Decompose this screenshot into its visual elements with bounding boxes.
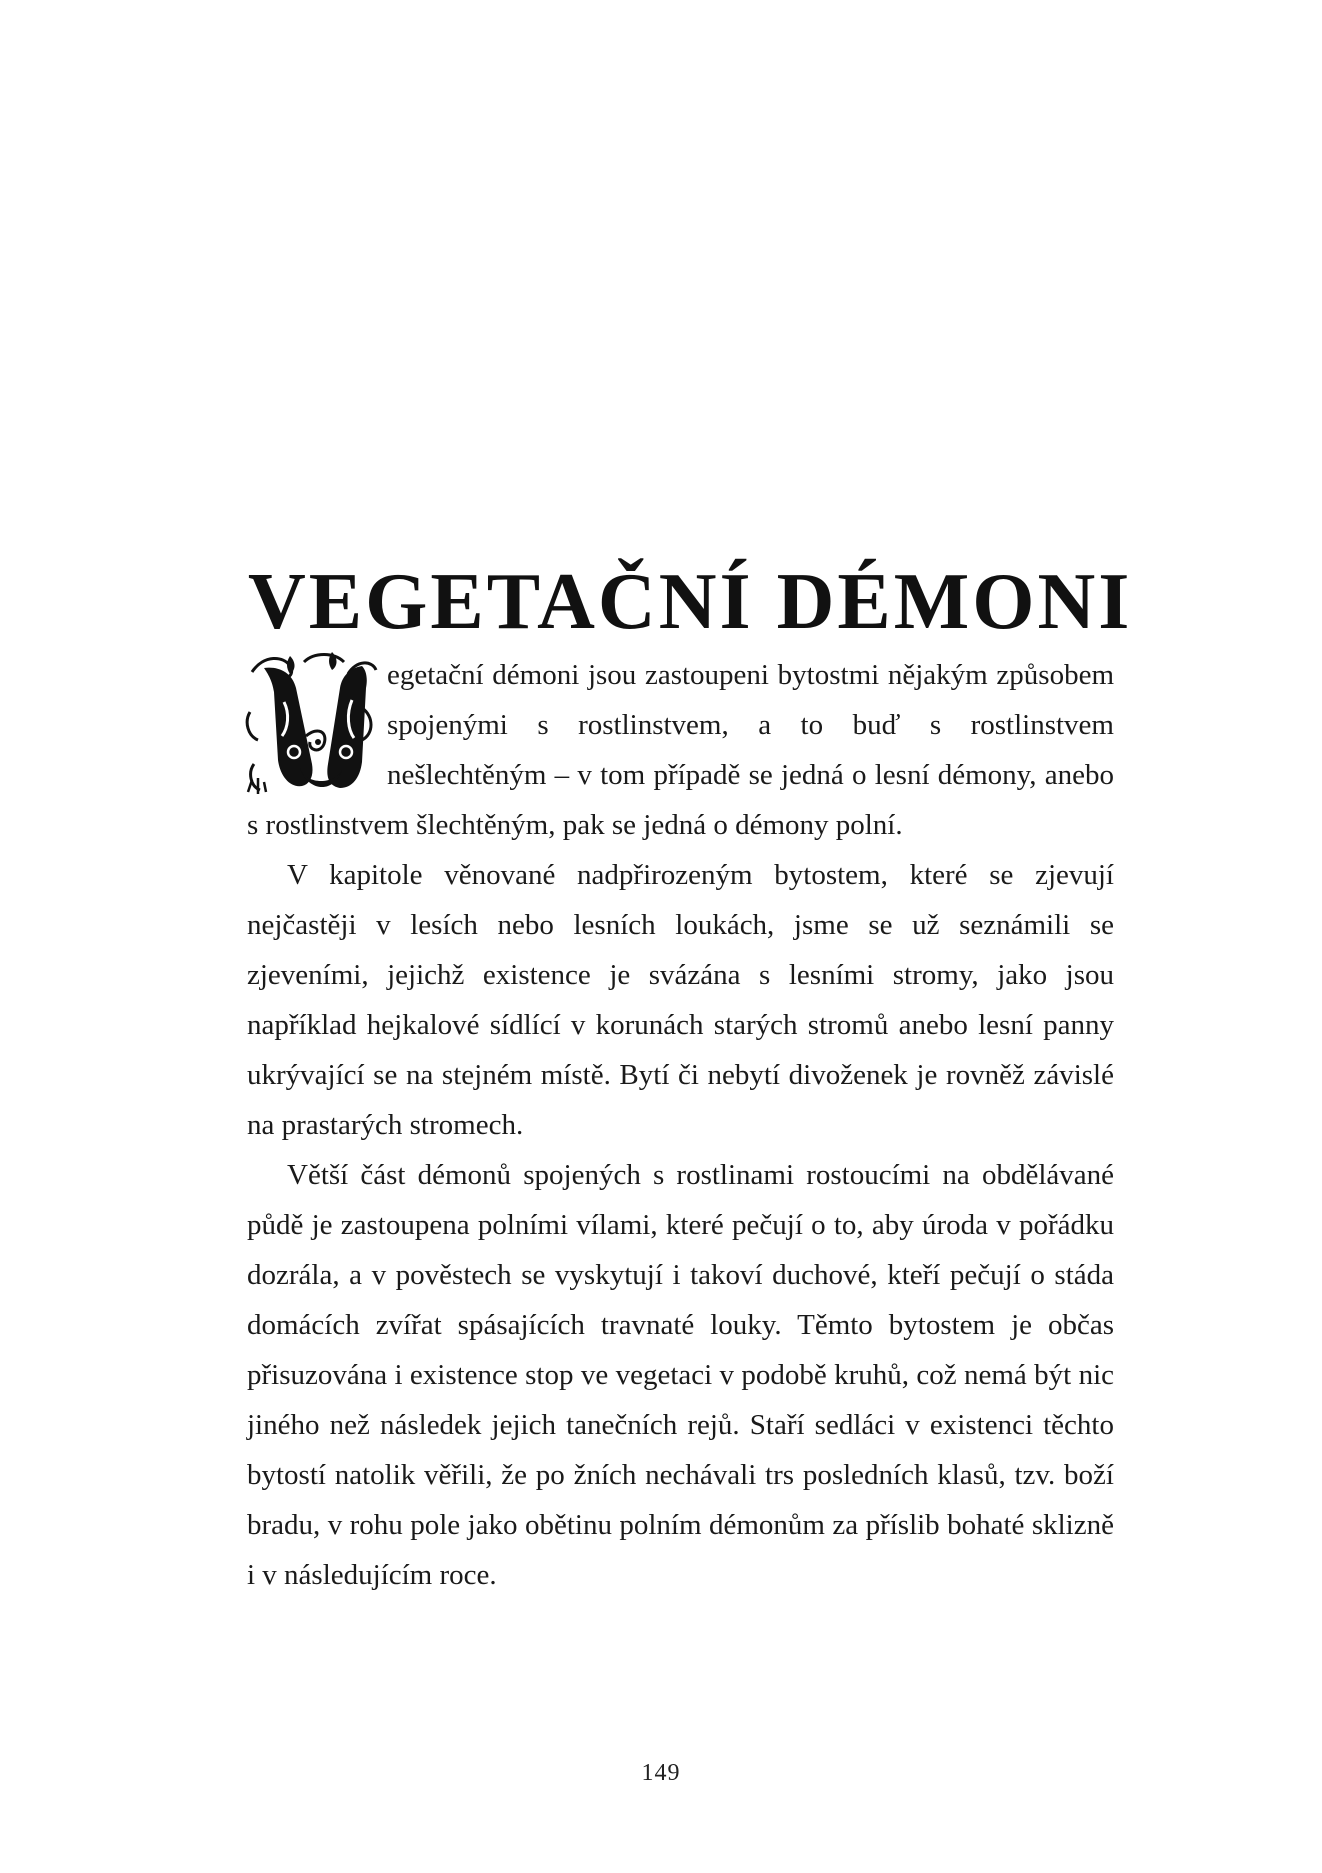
paragraph-1: egetační démoni jsou zastoupeni bytostmi nějakým způsobem spojenými s rostlinstvem, a to buď s rostlinstvem nešlechtěným – v tom případě se jedná o lesní démony, anebo s rostlinstvem šlechtěným, pak se jedná o démony polní.	[247, 659, 1114, 841]
drop-cap-ornament	[244, 652, 379, 797]
ornamental-letter-v-icon	[244, 652, 379, 797]
paragraph-3: Větší část démonů spojených s rostlinami rostoucími na obdělávané půdě je zastoupena polními vílami, které pečují o to, aby úroda v pořádku dozrála, a v pověstech se vyskytují i takoví duchové, kteří pečují o stáda domácích zvířat spásajících travnaté louky. Těmto bytostem je občas přisuzována i existence stop ve vegetaci v podobě kruhů, což nemá být nic jiného než následek jejich tanečních rejů. Staří sedláci v existenci těchto bytostí natolik věřili, že po žních nechávali trs posledních klasů, tzv. boží bradu, v rohu pole jako obětinu polním démonům za příslib bohaté sklizně i v následujícím roce.	[247, 1159, 1114, 1591]
page-number: 149	[641, 1760, 681, 1786]
paragraph-2: V kapitole věnované nadpřirozeným bytostem, které se zjevují nejčastěji v lesích nebo lesních loukách, jsme se už seznámili se zjeveními, jejichž existence je svázána s lesními stromy, jako jsou například hejkalové sídlící v korunách starých stromů anebo lesní panny ukrývající se na stejném místě. Bytí či nebytí divoženek je rovněž závislé na prastarých stromech.	[247, 859, 1114, 1141]
chapter-body	[247, 650, 1114, 1600]
chapter-title: VEGETAČNÍ DÉMONI	[248, 557, 1133, 646]
